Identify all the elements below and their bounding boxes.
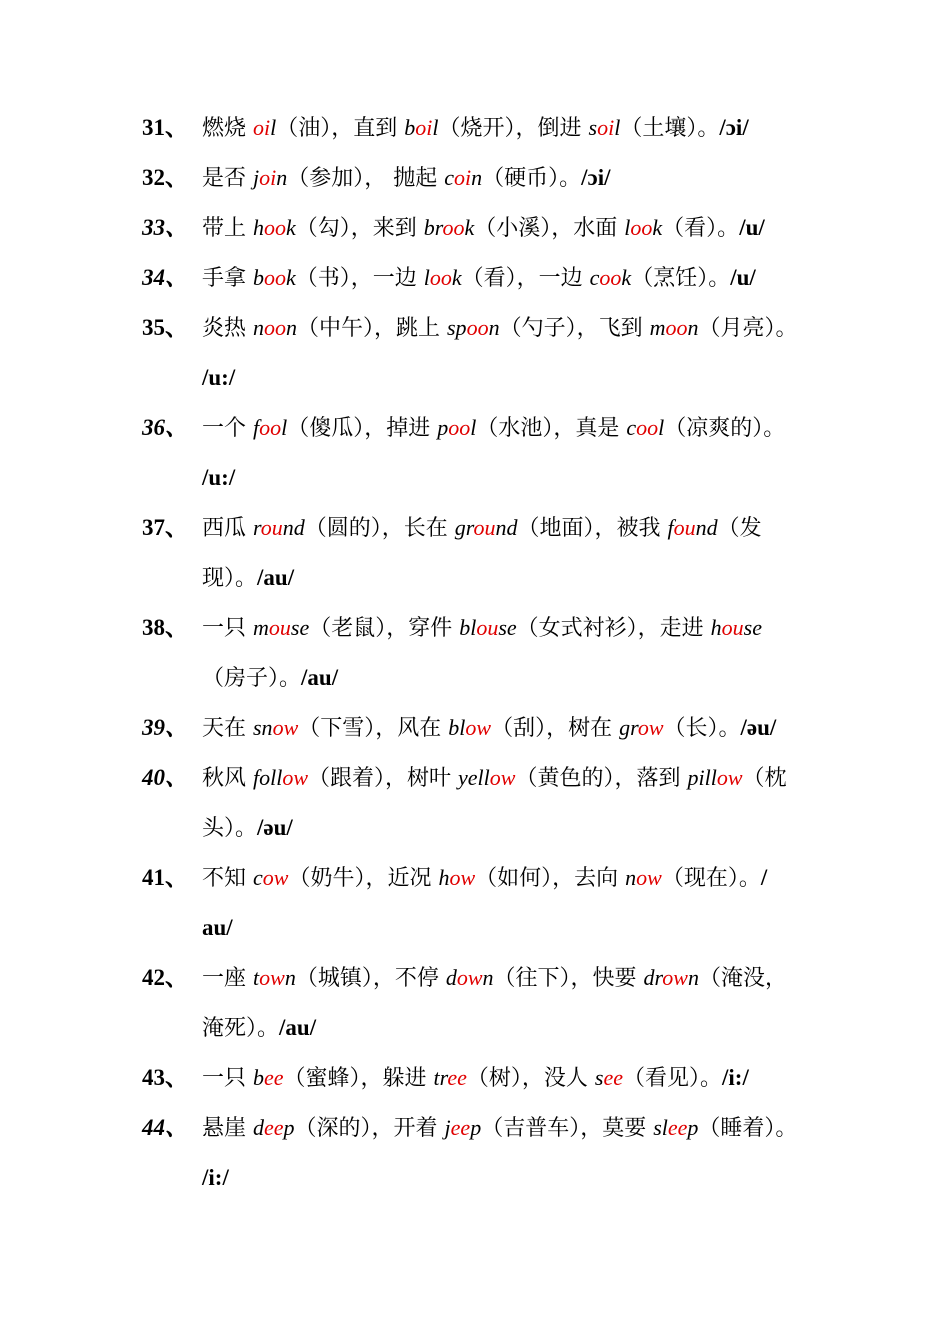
chinese-text: （烧开），倒进	[438, 116, 589, 141]
chinese-text: 一只	[202, 616, 253, 641]
chinese-text: （城镇），不停	[295, 966, 446, 991]
entry-text	[202, 303, 822, 403]
entry-number: 42、	[142, 965, 188, 990]
word-letters: k	[286, 215, 296, 240]
english-word	[424, 265, 462, 290]
text-line	[202, 703, 822, 753]
entry-text	[202, 203, 822, 253]
entry-number: 33、	[142, 215, 188, 240]
chinese-text: 炎热	[202, 316, 253, 341]
word-letters: l	[281, 415, 288, 440]
text-line	[202, 403, 822, 453]
chinese-text: （下雪），风在	[298, 716, 449, 741]
word-letters: n	[253, 315, 264, 340]
highlighted-letters: oi	[415, 115, 433, 140]
text-line	[202, 1103, 822, 1153]
word-letters: l	[423, 265, 430, 290]
word-letters: n	[471, 165, 483, 190]
highlighted-letters: ow	[636, 865, 662, 890]
text-line	[202, 253, 822, 303]
english-word	[253, 865, 288, 890]
english-word	[459, 615, 516, 640]
text-line	[202, 953, 822, 1003]
chinese-text: （现在）。	[661, 866, 761, 891]
entry-number: 38、	[142, 615, 188, 640]
word-letters: k	[464, 215, 475, 240]
chinese-text: （往下），快要	[493, 966, 644, 991]
highlighted-letters: ee	[264, 1065, 284, 1090]
entry-text	[202, 953, 822, 1053]
text-line	[202, 153, 822, 203]
entry-number: 35、	[142, 315, 188, 340]
text-line	[202, 903, 822, 953]
chinese-text: （勺子），飞到	[499, 316, 650, 341]
highlighted-letters: oo	[442, 215, 465, 240]
word-letters: n	[284, 965, 296, 990]
word-letters: k	[652, 215, 663, 240]
word-letters: dr	[643, 965, 663, 990]
entry-text	[202, 703, 822, 753]
english-word	[590, 265, 632, 290]
rhyme-entry	[142, 503, 822, 603]
rhyme-entry	[142, 603, 822, 703]
english-word	[589, 115, 621, 140]
word-letters: h	[438, 865, 450, 890]
word-letters: k	[621, 265, 632, 290]
entry-text	[202, 753, 822, 853]
text-line	[202, 753, 822, 803]
word-letters: n	[687, 965, 699, 990]
highlighted-letters: ow	[662, 965, 688, 990]
english-word	[624, 215, 662, 240]
word-letters: s	[594, 1065, 604, 1090]
word-letters: t	[253, 965, 260, 990]
word-letters: h	[710, 615, 722, 640]
english-word	[253, 1115, 295, 1140]
highlighted-letters: ow	[456, 965, 483, 990]
highlighted-letters: oo	[264, 315, 286, 340]
chinese-text: 秋风	[202, 766, 253, 791]
highlighted-letters: ow	[489, 765, 516, 790]
phonetic-symbol: /au/	[257, 565, 295, 590]
chinese-text: （傻瓜），掉进	[287, 416, 438, 441]
phonetic-symbol: /ɔi/	[581, 165, 611, 190]
english-word	[625, 865, 662, 890]
word-letters: s	[588, 115, 598, 140]
highlighted-letters: ow	[637, 715, 664, 740]
entry-number: 31、	[142, 115, 188, 140]
english-word	[253, 165, 287, 190]
chinese-text: （长）。	[663, 716, 741, 741]
word-letters: br	[423, 215, 443, 240]
chinese-text: 西瓜	[202, 516, 253, 541]
text-line	[202, 653, 822, 703]
chinese-text: 是否	[202, 166, 253, 191]
entry-number: 39、	[142, 715, 188, 740]
word-letters: p	[470, 1115, 482, 1140]
word-letters: p	[687, 1115, 699, 1140]
word-letters: tr	[433, 1065, 448, 1090]
chinese-text: （小溪），水面	[474, 216, 625, 241]
chinese-text: （看见）。	[623, 1066, 723, 1091]
highlighted-letters: oo	[636, 415, 659, 440]
text-line	[202, 1053, 822, 1103]
word-letters: gr	[454, 515, 474, 540]
english-word	[253, 515, 305, 540]
word-letters: b	[253, 1065, 264, 1090]
chinese-text: （蜜蜂），躲进	[283, 1066, 434, 1091]
word-letters: l	[432, 115, 439, 140]
english-word	[644, 965, 699, 990]
chinese-text: （房子）。	[202, 666, 302, 691]
word-letters: foll	[253, 765, 283, 790]
rhyme-entry	[142, 1103, 822, 1203]
chinese-text: （月亮）。	[698, 316, 798, 341]
english-word	[711, 615, 762, 640]
word-letters: n	[687, 315, 699, 340]
highlighted-letters: oo	[448, 415, 471, 440]
word-letters: l	[270, 115, 277, 140]
word-letters: p	[437, 415, 449, 440]
highlighted-letters: ee	[450, 1115, 471, 1140]
word-letters: se	[498, 615, 517, 640]
chinese-text: （黄色的），落到	[515, 766, 688, 791]
rhyme-entry	[142, 153, 822, 203]
word-letters: m	[649, 315, 666, 340]
highlighted-letters: oo	[264, 215, 286, 240]
chinese-text: 头）。	[202, 816, 258, 841]
rhyme-entry	[142, 1053, 822, 1103]
highlighted-letters: ow	[282, 765, 309, 790]
chinese-text: （圆的），长在	[304, 516, 455, 541]
chinese-text: （中午），跳上	[297, 316, 447, 341]
rhyme-entry	[142, 103, 822, 153]
word-letters: n	[482, 965, 494, 990]
english-word	[444, 165, 482, 190]
highlighted-letters: oo	[429, 265, 452, 290]
rhyme-entry	[142, 753, 822, 853]
entry-number: 43、	[142, 1065, 188, 1090]
word-letters: gr	[619, 715, 638, 740]
word-letters: j	[253, 165, 260, 190]
word-letters: nd	[282, 515, 305, 540]
highlighted-letters: oo	[466, 315, 489, 340]
highlighted-letters: oo	[259, 415, 282, 440]
entry-text	[202, 253, 822, 303]
rhyme-entry	[142, 403, 822, 503]
chinese-text: （凉爽的）。	[664, 416, 786, 441]
highlighted-letters: ou	[673, 515, 696, 540]
chinese-text: 手拿	[202, 266, 253, 291]
chinese-text: 天在	[202, 716, 253, 741]
word-letters: d	[253, 1115, 264, 1140]
word-letters: l	[658, 415, 665, 440]
word-letters: k	[451, 265, 462, 290]
entry-number: 37、	[142, 515, 188, 540]
chinese-text: （书），一边	[295, 266, 424, 291]
word-letters: f	[253, 415, 260, 440]
rhyme-entry	[142, 253, 822, 303]
text-line	[202, 203, 822, 253]
chinese-text: 一只	[202, 1066, 253, 1091]
text-line	[202, 553, 822, 603]
english-word	[253, 415, 287, 440]
highlighted-letters: oo	[630, 215, 653, 240]
highlighted-letters: ou	[476, 615, 499, 640]
english-word	[253, 615, 309, 640]
word-letters: d	[445, 965, 457, 990]
word-letters: c	[444, 165, 455, 190]
entry-text	[202, 153, 822, 203]
chinese-text: 淹死）。	[202, 1016, 280, 1041]
chinese-text: （淹没，	[698, 966, 787, 991]
rhyme-entry	[142, 853, 822, 953]
chinese-text: （看），一边	[461, 266, 590, 291]
highlighted-letters: oi	[454, 165, 472, 190]
text-line	[202, 303, 822, 353]
text-line	[202, 103, 822, 153]
english-word	[253, 765, 308, 790]
text-line	[202, 503, 822, 553]
chinese-text: 一个	[202, 416, 253, 441]
chinese-text: 一座	[202, 966, 253, 991]
phonetic-symbol: /au/	[279, 1015, 317, 1040]
english-word	[626, 415, 664, 440]
word-letters: j	[444, 1115, 451, 1140]
word-letters: nd	[695, 515, 718, 540]
word-letters: c	[253, 865, 263, 890]
highlighted-letters: oo	[264, 265, 286, 290]
highlighted-letters: oi	[597, 115, 615, 140]
highlighted-letters: ee	[603, 1065, 624, 1090]
english-word	[653, 1115, 698, 1140]
english-word	[253, 1065, 284, 1090]
chinese-text: （地面），被我	[517, 516, 668, 541]
word-letters: n	[276, 165, 288, 190]
english-word	[455, 515, 518, 540]
english-word	[253, 715, 298, 740]
word-letters: c	[589, 265, 600, 290]
english-word	[595, 1065, 623, 1090]
text-line	[202, 803, 822, 853]
english-word	[424, 215, 475, 240]
phonetic-symbol: /u:/	[202, 465, 236, 490]
english-word	[253, 315, 297, 340]
entry-text	[202, 1053, 822, 1103]
english-word	[448, 715, 491, 740]
word-letters: sp	[447, 315, 467, 340]
word-letters: b	[404, 115, 416, 140]
rhyme-entry	[142, 303, 822, 403]
word-letters: pill	[687, 765, 717, 790]
chinese-text: （刮），树在	[491, 716, 620, 741]
entry-number: 34、	[142, 265, 188, 290]
entry-number: 41、	[142, 865, 188, 890]
highlighted-letters: ee	[264, 1115, 284, 1140]
entry-text	[202, 403, 822, 503]
entry-text	[202, 1103, 822, 1203]
english-word	[446, 965, 494, 990]
highlighted-letters: ou	[268, 615, 291, 640]
entry-text	[202, 853, 822, 953]
chinese-text: 燃烧	[202, 116, 253, 141]
word-letters: r	[253, 515, 261, 540]
word-letters: se	[743, 615, 762, 640]
highlighted-letters: ow	[262, 865, 289, 890]
english-word	[404, 115, 438, 140]
chinese-text: （吉普车），莫要	[481, 1116, 654, 1141]
english-word	[253, 265, 296, 290]
chinese-text: （如何），去向	[475, 866, 626, 891]
english-word	[434, 1065, 467, 1090]
highlighted-letters: ow	[259, 965, 285, 990]
word-letters: f	[667, 515, 674, 540]
highlighted-letters: oi	[253, 115, 271, 140]
word-letters: l	[624, 215, 631, 240]
word-letters: c	[626, 415, 637, 440]
text-line	[202, 1003, 822, 1053]
phonetic-symbol: /ɔi/	[719, 115, 749, 140]
entry-text	[202, 503, 822, 603]
chinese-text: 带上	[202, 216, 253, 241]
highlighted-letters: ou	[473, 515, 496, 540]
text-line	[202, 603, 822, 653]
word-letters: bl	[448, 715, 466, 740]
highlighted-letters: oi	[259, 165, 277, 190]
english-word	[447, 315, 500, 340]
text-line	[202, 1153, 822, 1203]
phonetic-symbol: /	[760, 865, 768, 890]
chinese-text: （枕	[742, 766, 787, 791]
highlighted-letters: ou	[721, 615, 744, 640]
word-letters: n	[488, 315, 500, 340]
chinese-text: 不知	[202, 866, 253, 891]
chinese-text: 现）。	[202, 566, 258, 591]
highlighted-letters: ow	[465, 715, 492, 740]
chinese-text: （油），直到	[276, 116, 405, 141]
chinese-text: （女式衬衫），走进	[516, 616, 711, 641]
rhyme-entry	[142, 953, 822, 1053]
phonetic-symbol: /au/	[301, 665, 339, 690]
chinese-text: （看）。	[662, 216, 740, 241]
entry-text	[202, 103, 822, 153]
english-word	[445, 1115, 482, 1140]
entry-text	[202, 603, 822, 703]
highlighted-letters: oo	[665, 315, 688, 340]
chinese-text: （跟着），树叶	[308, 766, 459, 791]
chinese-text: （参加）， 抛起	[287, 166, 445, 191]
highlighted-letters: ow	[716, 765, 743, 790]
text-line	[202, 853, 822, 903]
phonetic-symbol: /i:/	[722, 1065, 749, 1090]
word-letters: l	[614, 115, 621, 140]
english-word	[458, 765, 515, 790]
chinese-text: （奶牛），近况	[288, 866, 439, 891]
phonetic-symbol: /u/	[730, 265, 756, 290]
phonetic-symbol: /əu/	[257, 815, 293, 840]
word-letters: k	[286, 265, 296, 290]
word-letters: m	[253, 615, 269, 640]
word-letters: se	[290, 615, 310, 640]
word-letters: nd	[495, 515, 518, 540]
chinese-text: （老鼠），穿件	[309, 616, 460, 641]
english-word	[650, 315, 699, 340]
word-letters: bl	[459, 615, 477, 640]
phonetic-symbol: /u/	[739, 215, 765, 240]
entry-number: 36、	[142, 415, 188, 440]
english-word	[668, 515, 718, 540]
chinese-text: 悬崖	[202, 1116, 253, 1141]
word-letters: h	[253, 215, 264, 240]
chinese-text: （硬币）。	[482, 166, 582, 191]
english-word	[438, 865, 475, 890]
word-letters: sn	[253, 715, 273, 740]
english-word	[253, 965, 296, 990]
word-letters: l	[470, 415, 477, 440]
highlighted-letters: ow	[449, 865, 476, 890]
chinese-text: （土壤）。	[620, 116, 720, 141]
word-letters: n	[286, 315, 297, 340]
english-word	[253, 215, 296, 240]
chinese-text: （睡着）。	[698, 1116, 798, 1141]
chinese-text: （水池），真是	[476, 416, 627, 441]
highlighted-letters: oo	[599, 265, 622, 290]
phonetic-symbol: /u:/	[202, 365, 236, 390]
english-word	[687, 765, 742, 790]
text-line	[202, 453, 822, 503]
word-letters: yell	[458, 765, 490, 790]
rhyme-entry	[142, 703, 822, 753]
text-line	[202, 353, 822, 403]
chinese-text: （发	[717, 516, 762, 541]
entry-number: 40、	[142, 765, 188, 790]
chinese-text: （树），没人	[466, 1066, 595, 1091]
highlighted-letters: ou	[260, 515, 283, 540]
word-letters: p	[283, 1115, 295, 1140]
english-word	[437, 415, 476, 440]
highlighted-letters: ee	[667, 1115, 688, 1140]
phonetic-symbol: /i:/	[202, 1165, 229, 1190]
phonetic-symbol: /əu/	[740, 715, 777, 740]
chinese-text: （烹饪）。	[631, 266, 731, 291]
entry-number: 32、	[142, 165, 188, 190]
english-word	[253, 115, 276, 140]
phonetic-symbol: au/	[202, 915, 233, 940]
english-word	[619, 715, 663, 740]
highlighted-letters: ee	[447, 1065, 467, 1090]
word-letters: n	[625, 865, 637, 890]
highlighted-letters: ow	[272, 715, 299, 740]
chinese-text: （深的），开着	[294, 1116, 445, 1141]
entry-number: 44、	[142, 1115, 188, 1140]
chinese-text: （勾），来到	[295, 216, 424, 241]
rhyme-entry	[142, 203, 822, 253]
word-letters: sl	[653, 1115, 668, 1140]
word-letters: b	[253, 265, 264, 290]
